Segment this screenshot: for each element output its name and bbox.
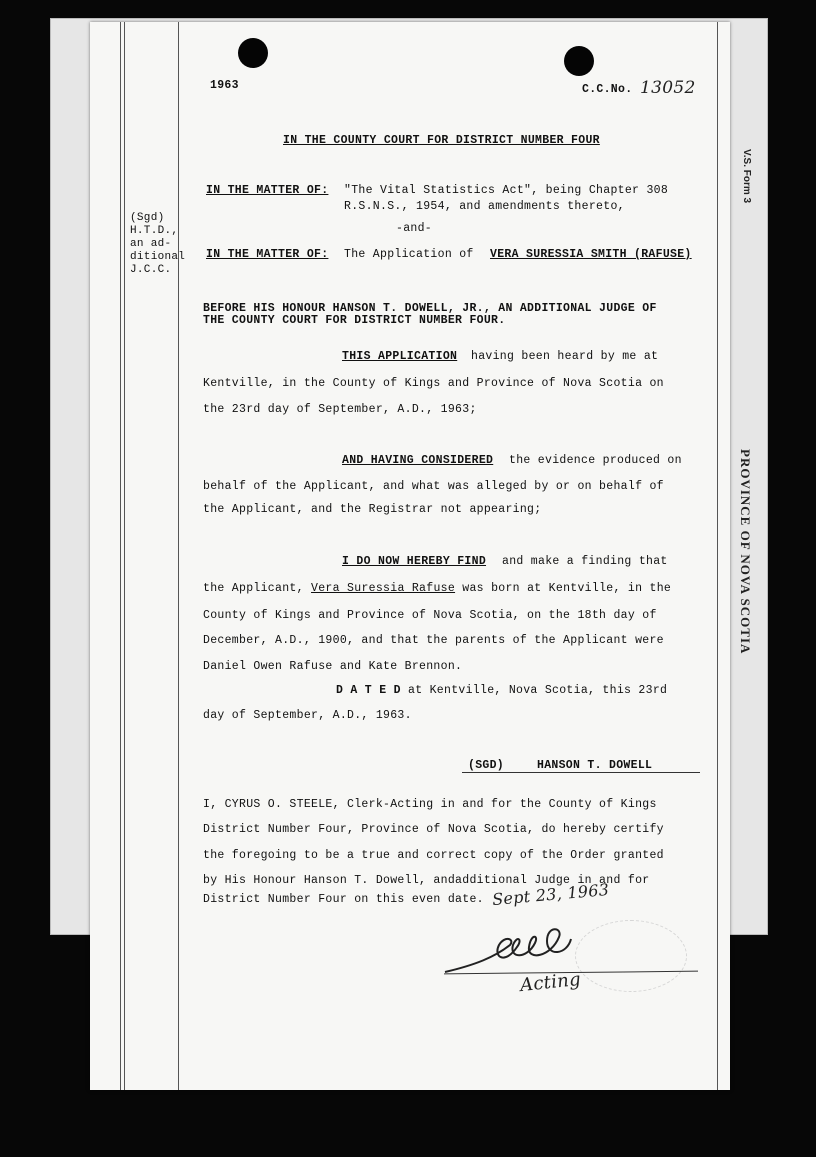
dated-lead: D A T E D — [336, 684, 401, 697]
para1-line3: the 23rd day of September, A.D., 1963; — [203, 403, 477, 416]
court-order-page — [90, 22, 730, 1090]
para3-line2-b: was born at Kentville, in the — [462, 582, 672, 595]
para3-lead: I DO NOW HEREBY FIND — [342, 555, 487, 568]
matter-1-line2: R.S.N.S., 1954, and amendments thereto, — [344, 200, 625, 213]
margin-initials-note — [130, 212, 185, 277]
margin-note-line: H.T.D., — [130, 225, 179, 237]
year: 1963 — [210, 79, 239, 92]
cc-number: 13052 — [640, 78, 696, 98]
certificate-line5: District Number Four on this even date. — [203, 893, 484, 906]
matter-2-label: IN THE MATTER OF: — [206, 248, 329, 261]
para1-line1: having been heard by me at — [471, 350, 659, 363]
handwritten-date: Sept 23, 1963 — [491, 879, 610, 910]
cc-label: C.C.No. — [582, 83, 633, 96]
para2-line2: behalf of the Applicant, and what was alleged by or on behalf of — [203, 480, 664, 493]
matter-2-prefix: The Application of — [344, 248, 474, 261]
margin-rule-inner — [178, 22, 179, 1090]
before-line2: THE COUNTY COURT FOR DISTRICT NUMBER FOUR. — [203, 314, 506, 327]
margin-rule-right — [717, 22, 718, 1090]
para1-lead: THIS APPLICATION — [342, 350, 458, 363]
dated-line1: at Kentville, Nova Scotia, this 23rd — [408, 684, 668, 697]
matter-1-label: IN THE MATTER OF: — [206, 184, 329, 197]
dated-line2: day of September, A.D., 1963. — [203, 709, 412, 722]
margin-note-line: an ad- — [130, 238, 172, 250]
para2-line1: the evidence produced on — [509, 454, 682, 467]
para1-line2: Kentville, in the County of Kings and Province of Nova Scotia on — [203, 377, 664, 390]
margin-rule-left-2 — [124, 22, 125, 1090]
para3-line2 — [203, 582, 671, 595]
margin-note-line: (Sgd) — [130, 212, 165, 224]
judge-name: HANSON T. DOWELL — [537, 759, 653, 772]
para3-line4: December, A.D., 1900, and that the parents of the Applicant were — [203, 634, 664, 647]
applicant-name: VERA SURESSIA SMITH (RAFUSE) — [490, 248, 692, 261]
para2-lead: AND HAVING CONSIDERED — [342, 454, 494, 467]
signature-stroke — [445, 929, 571, 972]
margin-note-line: ditional — [130, 251, 186, 263]
para3-line3: County of Kings and Province of Nova Scotia, on the 18th day of — [203, 609, 657, 622]
punch-hole-left — [238, 38, 268, 68]
para3-line1: and make a finding that — [502, 555, 668, 568]
para3-line5: Daniel Owen Rafuse and Kate Brennon. — [203, 660, 463, 673]
certificate-line4: by His Honour Hanson T. Dowell, andadditional Judge in and for — [203, 874, 650, 887]
province-label: PROVINCE OF NOVA SCOTIA — [738, 449, 753, 655]
form-label: V.S. Form 3 — [741, 149, 752, 204]
sgd-label: (SGD) — [468, 759, 505, 772]
margin-rule-left — [120, 22, 121, 1090]
and-separator: -and- — [396, 222, 433, 235]
judge-signature-line — [462, 772, 700, 773]
court-title: IN THE COUNTY COURT FOR DISTRICT NUMBER FOUR — [283, 134, 600, 147]
matter-1-line1: "The Vital Statistics Act", being Chapter 308 — [344, 184, 669, 197]
certificate-line1: I, CYRUS O. STEELE, Clerk-Acting in and for the County of Kings — [203, 798, 657, 811]
punch-hole-right — [564, 46, 594, 76]
certificate-line3: the foregoing to be a true and correct copy of the Order granted — [203, 849, 664, 862]
para3-line2-a: the Applicant, — [203, 582, 304, 595]
acting-note: Acting — [519, 968, 582, 997]
certificate-line2: District Number Four, Province of Nova Scotia, do hereby certify — [203, 823, 664, 836]
before-line1: BEFORE HIS HONOUR HANSON T. DOWELL, JR., AN ADDITIONAL JUDGE OF — [203, 302, 657, 315]
applicant-given-name: Vera Suressia Rafuse — [311, 582, 456, 595]
para2-line3: the Applicant, and the Registrar not appearing; — [203, 503, 542, 516]
margin-note-line: J.C.C. — [130, 264, 172, 276]
